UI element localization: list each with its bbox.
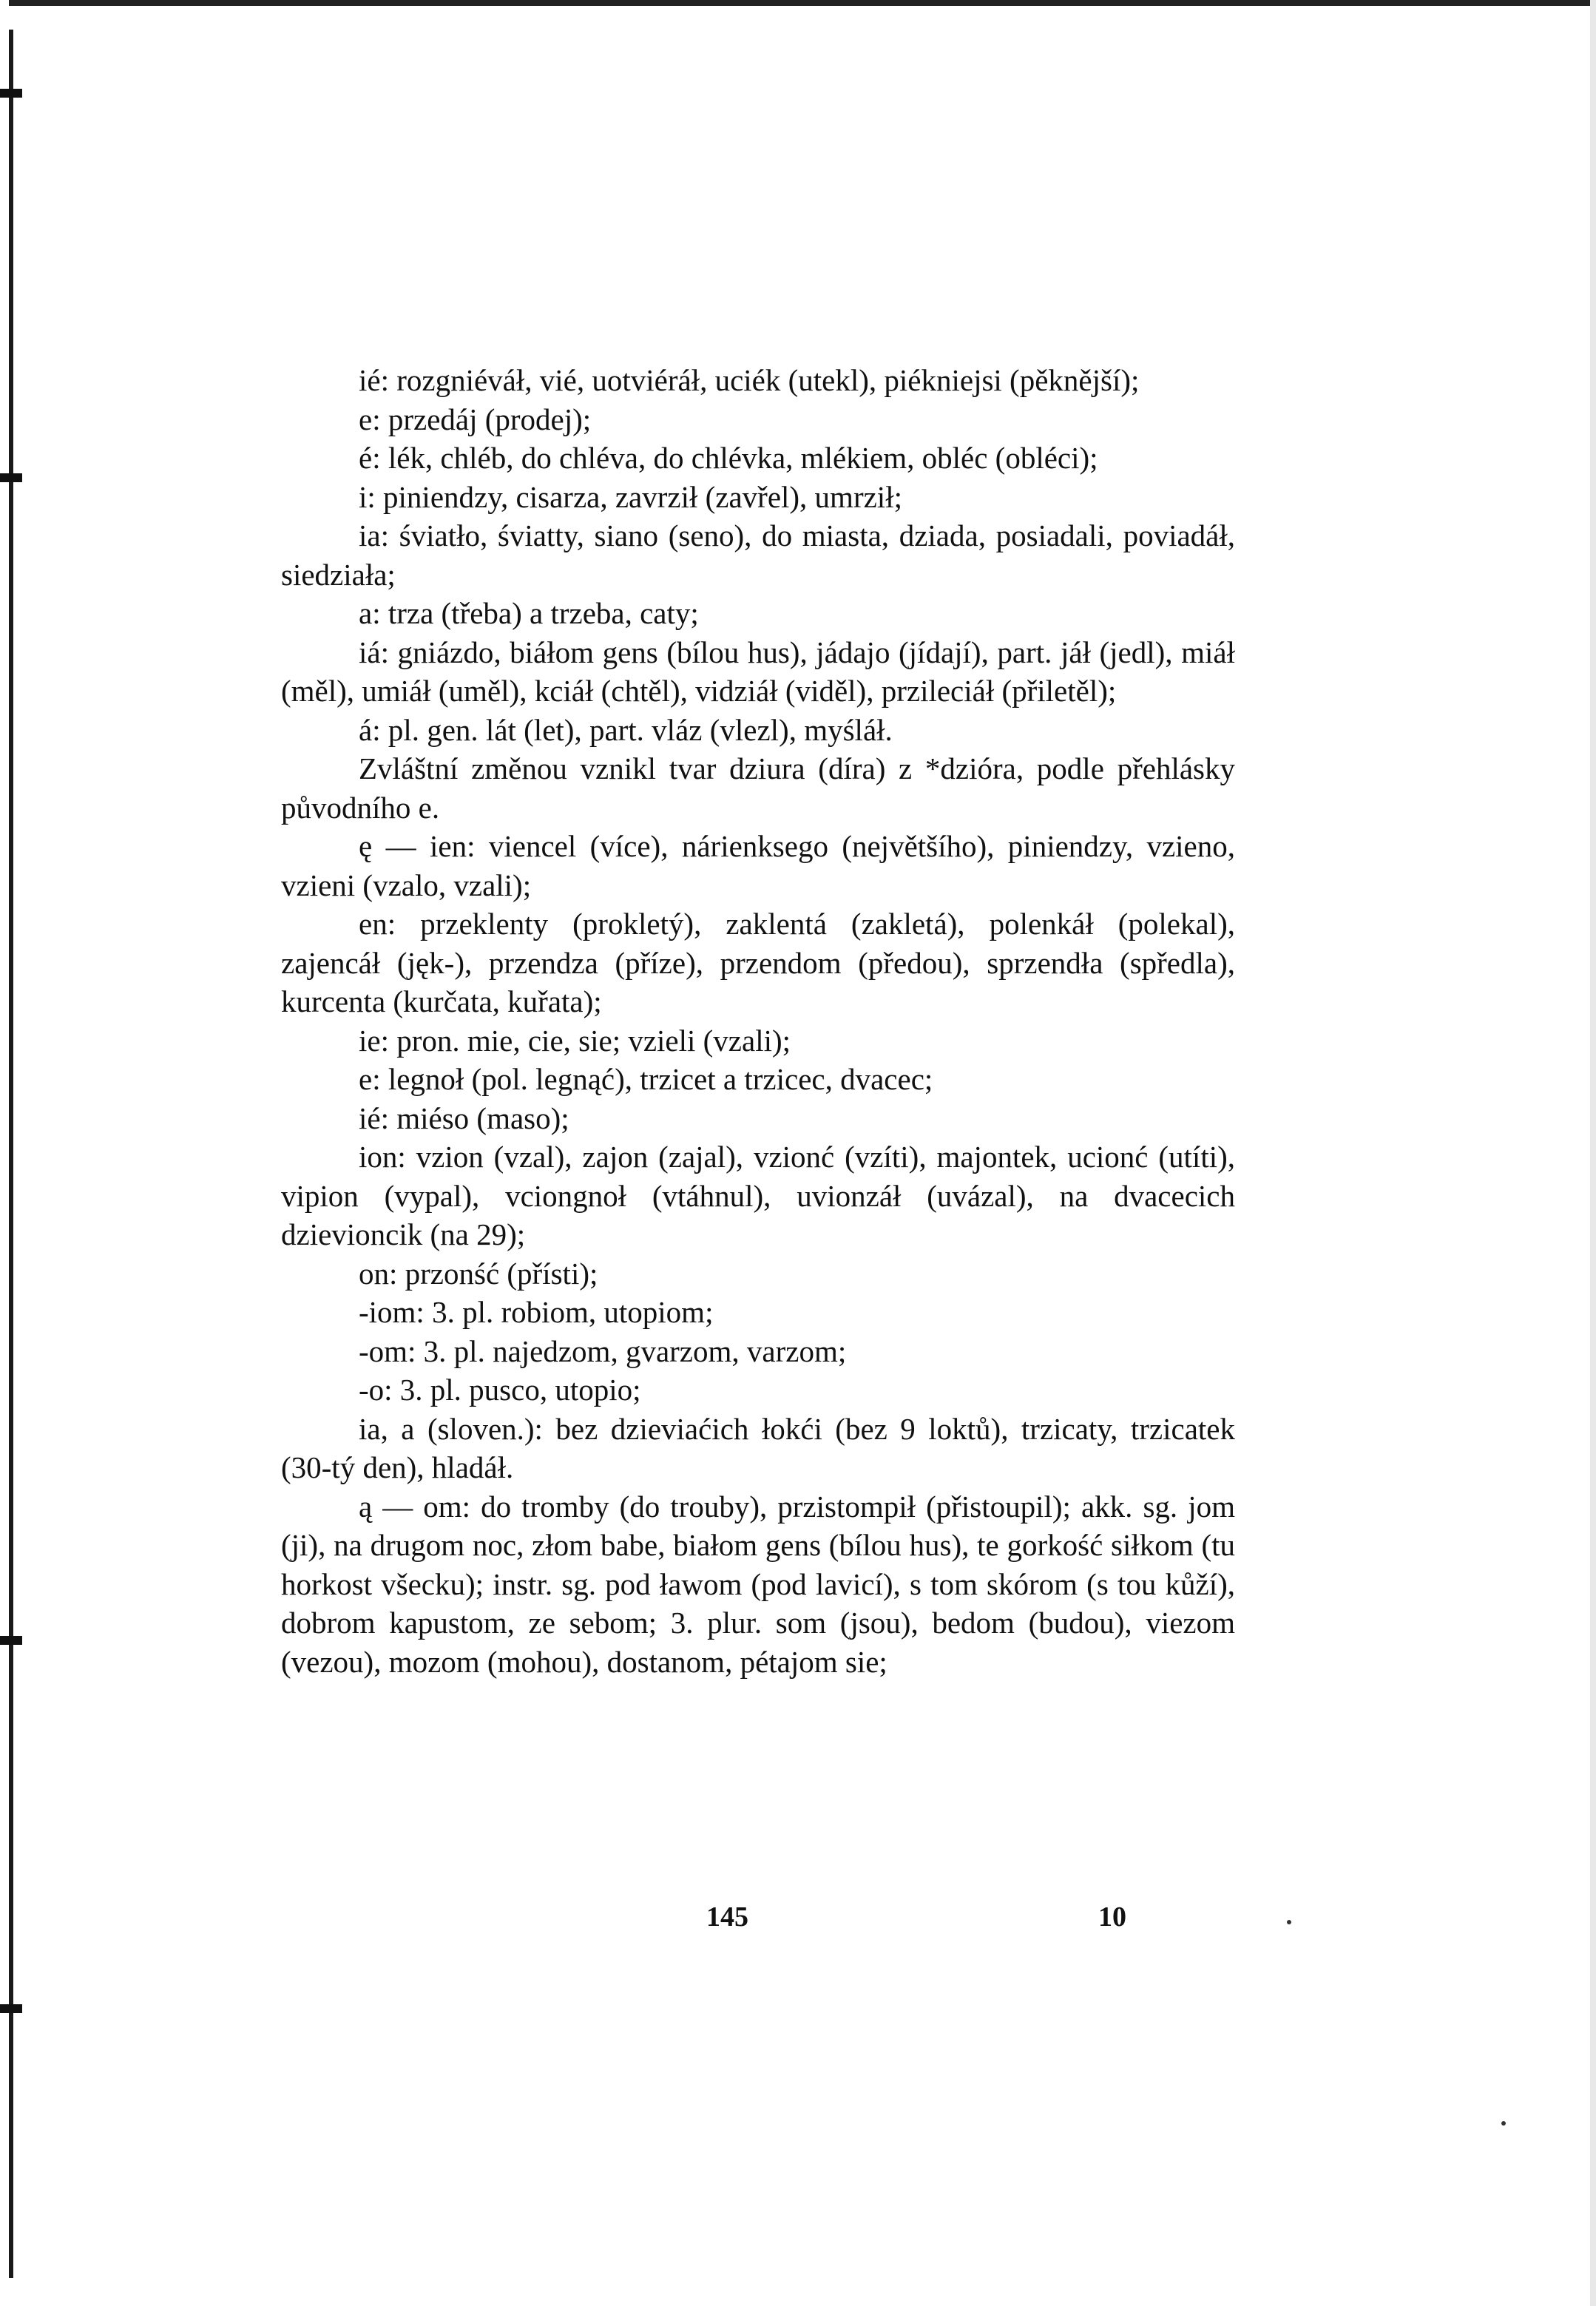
paragraph: -iom: 3. pl. robiom, utopiom;	[359, 1295, 714, 1329]
paragraph: ion: vzion (vzal), zajon (zajal), vzionć (vzíti), majontek, ucionć (utíti), vipion (vypal), vciongnoł (vtáhnul), uvionzáł (uvázal), na dvacecich dzievioncik (na 29);	[281, 1140, 1235, 1251]
paragraph: ia, a (sloven.): bez dzieviaćich łokći (bez 9 loktů), trzicaty, trzicatek (30-tý den), hladáł.	[281, 1411, 1235, 1484]
paragraph: ie: pron. mie, cie, sie; vzieli (vzali);	[359, 1023, 791, 1058]
paragraph: ia: śviatło, śviatty, siano (seno), do miasta, dziada, posiadali, poviadáł, siedziała;	[281, 518, 1235, 592]
paragraph: -o: 3. pl. pusco, utopio;	[359, 1373, 641, 1407]
scan-mark	[0, 2004, 22, 2013]
scan-mark	[0, 1636, 22, 1645]
scan-mark	[0, 89, 22, 98]
paragraph: ié: rozgniéváł, vié, uotviéráł, uciék (utekl), piékniejsi (pěknější);	[359, 363, 1140, 397]
paragraph: e: legnoł (pol. legnąć), trzicet a trzicec, dvacec;	[359, 1062, 933, 1096]
paragraph: ę — ien: viencel (více), nárienksego (největšího), piniendzy, vzieno, vzieni (vzalo, vzali);	[281, 829, 1235, 902]
scan-right-edge	[1590, 0, 1596, 2306]
scan-top-edge	[9, 0, 1596, 6]
paragraph: ą — om: do tromby (do trouby), przistompił (přistoupil); akk. sg. jom (ji), na drugom noc, złom babe, białom gens (bílou hus), te gorkość siłkom (tu horkost všecku); instr. sg. pod ławom (pod lavicí), s tom skórom (s tou kůží), dobrom kapustom, ze sebom; 3. plur. som (jsou), bedom (budou), viezom (vezou), mozom (mohou), dostanom, pétajom sie;	[281, 1489, 1235, 1679]
page-number: 145	[706, 1901, 748, 1933]
paragraph: on: przonść (přísti);	[359, 1256, 598, 1291]
paragraph: ié: miéso (maso);	[359, 1100, 569, 1135]
scan-mark	[0, 473, 22, 482]
speck	[1501, 2121, 1506, 2126]
paragraph: é: lék, chléb, do chléva, do chlévka, mlékiem, obléc (obléci);	[359, 441, 1098, 475]
paragraph: Zvláštní změnou vznikl tvar dziura (díra) z *dzióra, podle přehlásky původního e.	[281, 751, 1235, 825]
signature-mark: 10	[1098, 1901, 1126, 1933]
paragraph: e: przedáj (prodej);	[359, 402, 592, 436]
paragraph: -om: 3. pl. najedzom, gvarzom, varzom;	[359, 1333, 847, 1368]
speck	[1287, 1920, 1291, 1924]
paragraph: en: przeklenty (prokletý), zaklentá (zakletá), polenkáł (polekal), zajencáł (jęk-), przendza (příze), przendom (předou), sprzendła (spředla), kurcenta (kurčata, kuřata);	[281, 907, 1235, 1018]
paragraph: a: trza (třeba) a trzeba, caty;	[359, 596, 699, 630]
paragraph: iá: gniázdo, biáłom gens (bílou hus), jádajo (jídají), part. jáł (jedl), miáł (měl), umiáł (uměl), kciáł (chtěl), vidziáł (viděl), przileciáł (přiletěl);	[281, 635, 1235, 708]
paragraph: á: pl. gen. lát (let), part. vláz (vlezl), myśláł.	[359, 712, 893, 747]
page-footer	[0, 1901, 1596, 1945]
body-text	[281, 361, 1235, 1681]
paragraph: i: piniendzy, cisarza, zavrził (zavřel), umrził;	[359, 479, 902, 514]
